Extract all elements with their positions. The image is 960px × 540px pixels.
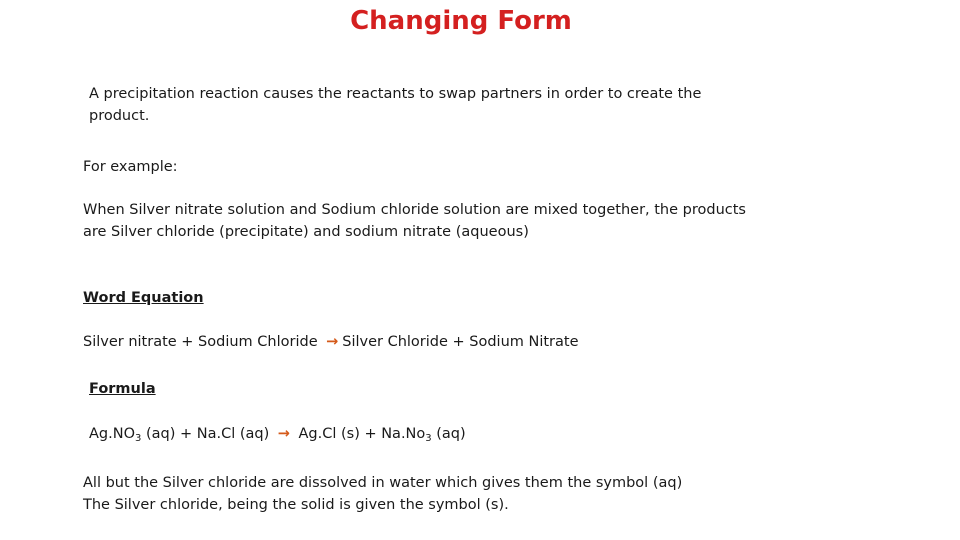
right-arrow-icon: → <box>277 426 290 442</box>
formula-part-1: Ag.NO <box>89 426 135 442</box>
example-paragraph <box>83 199 783 243</box>
formula-subscript-1: 3 <box>135 433 142 444</box>
formula-equation <box>89 423 466 450</box>
example-label: For example: <box>83 159 178 175</box>
formula-part-3: Ag.Cl (s) + Na.No <box>298 426 426 442</box>
conclusion-line-2: The Silver chloride, being the solid is given the symbol (s). <box>83 497 509 513</box>
slide-title: Changing Form <box>350 6 572 36</box>
formula-part-4: (aq) <box>431 426 466 442</box>
word-equation-heading: Word Equation <box>83 290 204 306</box>
intro-line-1: A precipitation reaction causes the reactants to swap partners in order to create the <box>89 86 702 102</box>
formula-subscript-2: 3 <box>425 433 432 444</box>
intro-line-2: product. <box>89 108 150 124</box>
example-line-1: When Silver nitrate solution and Sodium chloride solution are mixed together, the products <box>83 202 746 218</box>
word-equation-reactants: Silver nitrate + Sodium Chloride <box>83 334 318 350</box>
example-line-2: are Silver chloride (precipitate) and sodium nitrate (aqueous) <box>83 224 529 240</box>
right-arrow-icon: → <box>326 334 339 350</box>
conclusion-paragraph <box>83 472 783 516</box>
formula-heading: Formula <box>89 381 156 397</box>
intro-paragraph <box>89 83 739 127</box>
word-equation-products: Silver Chloride + Sodium Nitrate <box>342 334 579 350</box>
formula-part-2: (aq) + Na.Cl (aq) <box>141 426 270 442</box>
conclusion-line-1: All but the Silver chloride are dissolved in water which gives them the symbol (aq) <box>83 475 683 491</box>
word-equation <box>83 331 579 353</box>
